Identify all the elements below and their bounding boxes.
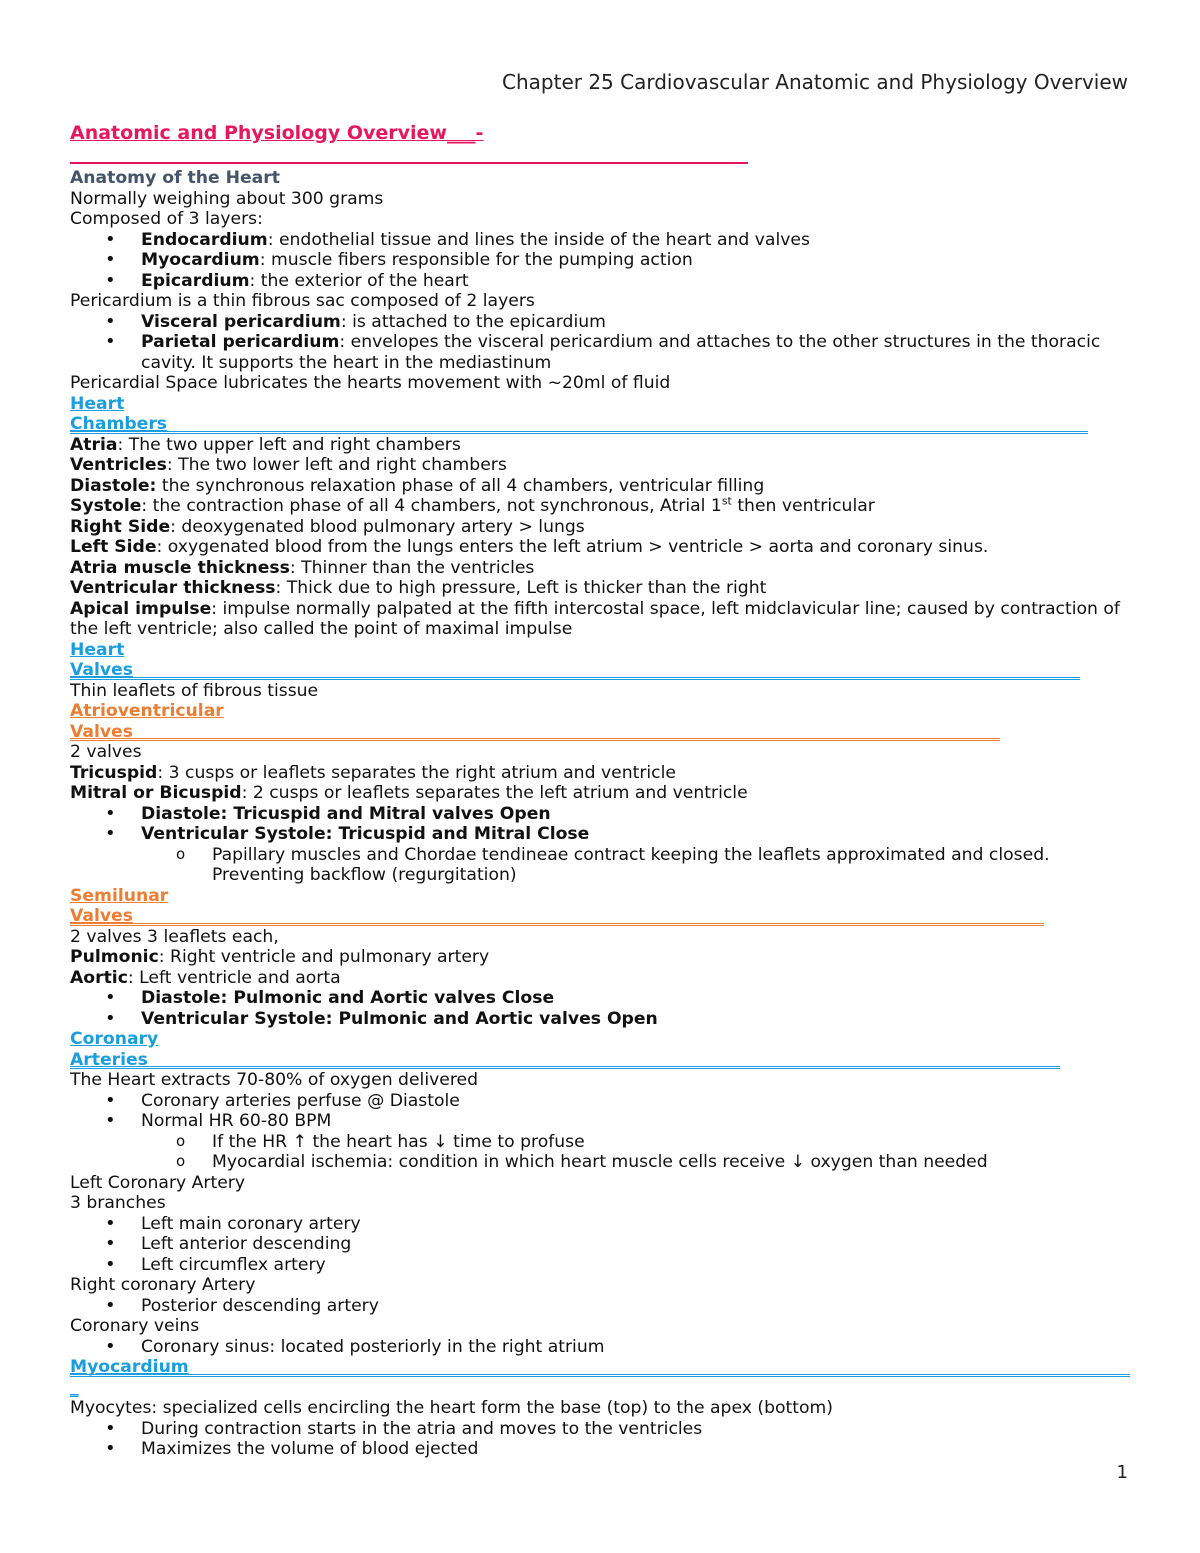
list-item: • Maximizes the volume of blood ejected <box>70 1439 1130 1460</box>
list-item: • Epicardium: the exterior of the heart <box>70 271 1130 292</box>
definition-line: Diastole: the synchronous relaxation phase of all 4 chambers, ventricular filling <box>70 475 765 496</box>
definition-line: Systole: the contraction phase of all 4 chambers, not synchronous, Atrial 1st then ventricular <box>70 494 875 516</box>
valves-heading-row <box>70 660 1130 681</box>
text-line: Left Coronary Artery <box>70 1172 246 1193</box>
heading-continuation: _ <box>70 1377 79 1398</box>
list-item: • Parietal pericardium: envelopes the visceral pericardium and attaches to the other structures in the thoracic cavity. It supports the heart in the mediastinum <box>70 332 1130 373</box>
heading-rule <box>70 1066 1060 1069</box>
section-heading-chambers: Heart <box>70 393 125 414</box>
layers-list <box>70 230 1130 292</box>
sub-list-item: o If the HR ↑ the heart has ↓ time to profuse <box>70 1132 1130 1153</box>
definition-line: Right Side: deoxygenated blood pulmonary artery > lungs <box>70 516 585 537</box>
section-heading-anatomy: Anatomy of the Heart <box>70 168 280 188</box>
list-item: • Myocardium: muscle fibers responsible for the pumping action <box>70 250 1130 271</box>
list-item: • Coronary arteries perfuse @ Diastole <box>70 1091 1130 1112</box>
heading-text: Valves <box>70 906 133 926</box>
left-branches-list <box>70 1214 1130 1276</box>
text-line: 3 branches <box>70 1193 166 1213</box>
semilunar-heading-row <box>70 906 1130 927</box>
heading-rule <box>70 431 1088 434</box>
document-title: Anatomic and Physiology Overview___- <box>70 122 484 144</box>
list-item: • Endocardium: endothelial tissue and lines the inside of the heart and valves <box>70 230 1130 251</box>
definition-line: Apical impulse: impulse normally palpated at the fifth intercostal space, left midclavicular line; caused by contraction of the left ventricle; also called the point of maximal impulse <box>70 598 1120 639</box>
heading-text: Valves <box>70 721 133 742</box>
text-line: The Heart extracts 70-80% of oxygen delivered <box>70 1070 479 1090</box>
definition-line: Aortic: Left ventricle and aorta <box>70 967 341 988</box>
semilunar-list <box>70 988 1130 1029</box>
definition-line: Left Side: oxygenated blood from the lungs enters the left atrium > ventricle > aorta and coronary sinus. <box>70 537 989 557</box>
section-heading-coronary: Coronary <box>70 1029 159 1049</box>
page-header: Chapter 25 Cardiovascular Anatomic and Physiology Overview <box>502 70 1128 94</box>
heading-rule <box>70 923 1044 926</box>
list-item: • Ventricular Systole: Pulmonic and Aortic valves Open <box>70 1009 1130 1030</box>
section-heading-semilunar: Semilunar <box>70 885 169 906</box>
definition-line: Atria muscle thickness: Thinner than the ventricles <box>70 557 535 578</box>
list-item: • Normal HR 60-80 BPM <box>70 1111 1130 1132</box>
myocardium-list <box>70 1419 1130 1460</box>
section-heading-valves: Heart <box>70 639 125 660</box>
text-line: 2 valves 3 leaflets each, <box>70 926 279 947</box>
list-item: • Left circumflex artery <box>70 1255 1130 1276</box>
text-line: Right coronary Artery <box>70 1275 256 1295</box>
text-line: Composed of 3 layers: <box>70 209 263 229</box>
sub-list-item: o Myocardial ischemia: condition in which heart muscle cells receive ↓ oxygen than needed <box>70 1152 1130 1173</box>
heading-rule <box>70 677 1080 680</box>
definition-line: Pulmonic: Right ventricle and pulmonary artery <box>70 947 490 967</box>
definition-line: Atria: The two upper left and right chambers <box>70 434 461 455</box>
coronary-list <box>70 1091 1130 1132</box>
heading-rule <box>70 738 1000 741</box>
veins-list <box>70 1337 1130 1358</box>
myocardium-heading-row <box>70 1357 1130 1378</box>
list-item: • Visceral pericardium: is attached to the epicardium <box>70 312 1130 333</box>
page-number: 1 <box>1116 1462 1128 1483</box>
definition-line: Tricuspid: 3 cusps or leaflets separates the right atrium and ventricle <box>70 762 676 783</box>
chambers-heading-row <box>70 414 1130 435</box>
section-heading-av: Atrioventricular <box>70 701 224 721</box>
av-sublist <box>70 845 1130 886</box>
list-item: • Coronary sinus: located posteriorly in the right atrium <box>70 1337 1130 1358</box>
text-line: Coronary veins <box>70 1316 200 1336</box>
text-line: Pericardium is a thin fibrous sac composed of 2 layers <box>70 291 535 311</box>
text-line: Normally weighing about 300 grams <box>70 188 384 209</box>
coronary-sublist <box>70 1132 1130 1173</box>
heading-text: Chambers <box>70 414 168 434</box>
list-item: • Posterior descending artery <box>70 1296 1130 1317</box>
text-line: 2 valves <box>70 742 142 762</box>
heading-text: Valves <box>70 660 133 680</box>
heading-text: Arteries <box>70 1049 148 1070</box>
pericardium-list <box>70 312 1130 374</box>
list-item: • During contraction starts in the atria and moves to the ventricles <box>70 1419 1130 1440</box>
av-list <box>70 804 1130 845</box>
list-item: • Diastole: Tricuspid and Mitral valves Open <box>70 804 1130 825</box>
definition-line: Ventricular thickness: Thick due to high pressure, Left is thicker than the right <box>70 578 767 598</box>
sub-list-item: o Papillary muscles and Chordae tendineae contract keeping the leaflets approximated and closed. Preventing backflow (regurgitation) <box>70 845 1130 886</box>
list-item: • Ventricular Systole: Tricuspid and Mitral Close <box>70 824 1130 845</box>
av-heading-row <box>70 722 1130 743</box>
text-line: Pericardial Space lubricates the hearts movement with ~20ml of fluid <box>70 373 671 393</box>
text-line: Myocytes: specialized cells encircling the heart form the base (top) to the apex (bottom) <box>70 1398 833 1418</box>
heading-rule <box>70 1374 1130 1377</box>
definition-line: Ventricles: The two lower left and right chambers <box>70 455 507 475</box>
coronary-heading-row <box>70 1050 1130 1071</box>
title-rule <box>70 144 748 164</box>
right-branches-list <box>70 1296 1130 1317</box>
heading-text: Myocardium <box>70 1357 189 1377</box>
definition-line: Mitral or Bicuspid: 2 cusps or leaflets separates the left atrium and ventricle <box>70 783 748 803</box>
text-line: Thin leaflets of fibrous tissue <box>70 680 319 701</box>
list-item: • Left main coronary artery <box>70 1214 1130 1235</box>
list-item: • Diastole: Pulmonic and Aortic valves Close <box>70 988 1130 1009</box>
list-item: • Left anterior descending <box>70 1234 1130 1255</box>
document-body <box>70 120 1130 1460</box>
